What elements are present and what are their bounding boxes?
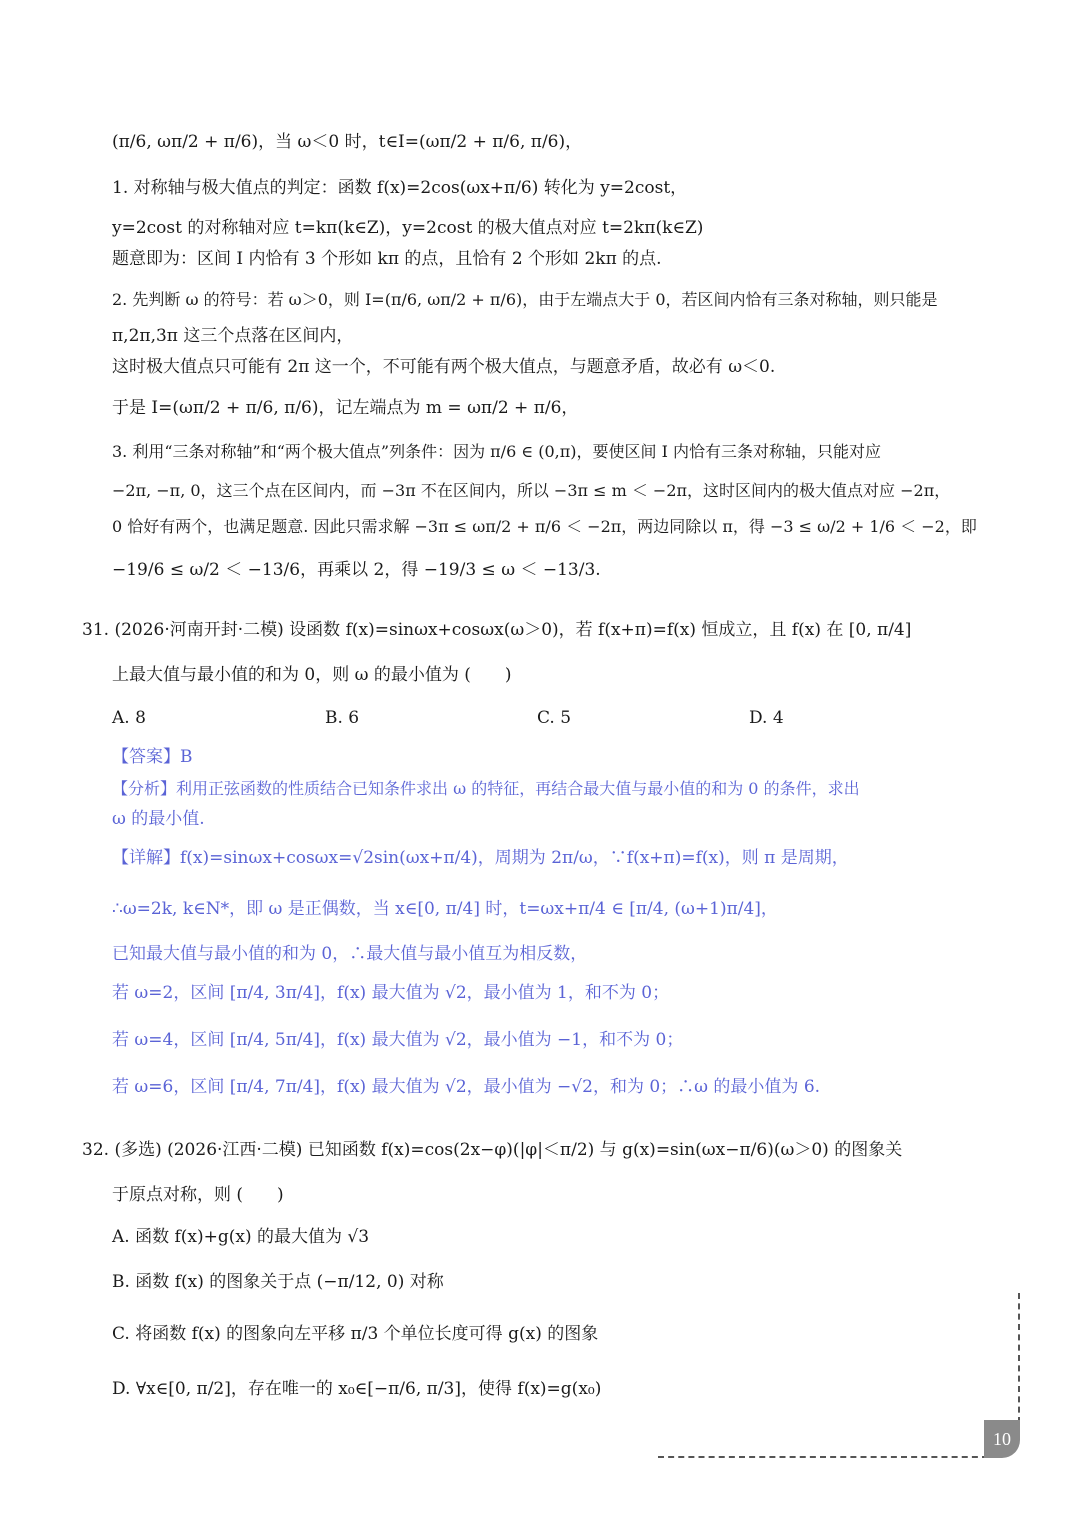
solution-line: (π/6, ωπ/2 + π/6)，当 ω＜0 时，t∈I=(ωπ/2 + π/6, π/6)，: [112, 132, 583, 152]
solution-line: y=2cost 的对称轴对应 t=kπ(k∈Z)，y=2cost 的极大值点对应 t=2kπ(k∈Z): [112, 218, 704, 238]
detail-line: 已知最大值与最小值的和为 0，∴最大值与最小值互为相反数，: [112, 944, 588, 964]
question-31-stem-cont: 上最大值与最小值的和为 0，则 ω 的最小值为 ( ): [112, 665, 512, 685]
detail-line: 【详解】f(x)=sinωx+cosωx=√2sin(ωx+π/4)，周期为 2π/ω，∵f(x+π)=f(x)，则 π 是周期，: [112, 848, 849, 868]
detail-line: ∴ω=2k, k∈N*，即 ω 是正偶数，当 x∈[0, π/4] 时，t=ωx+π/4 ∈ [π/4, (ω+1)π/4]，: [112, 899, 778, 919]
option-d: D. ∀x∈[0, π/2]，存在唯一的 x₀∈[−π/6, π/3]，使得 f(x)=g(x₀): [112, 1379, 602, 1399]
page-number: 10: [984, 1420, 1020, 1458]
solution-line: 1. 对称轴与极大值点的判定：函数 f(x)=2cos(ωx+π/6) 转化为 y=2cost，: [112, 178, 688, 198]
page-border-dashed-horizontal: [658, 1456, 988, 1458]
question-32-stem-cont: 于原点对称，则 ( ): [112, 1185, 284, 1205]
solution-line: −2π, −π, 0，这三个点在区间内，而 −3π 不在区间内，所以 −3π ≤ m ＜ −2π，这时区间内的极大值点对应 −2π，: [112, 481, 951, 500]
solution-line: 题意即为：区间 I 内恰有 3 个形如 kπ 的点，且恰有 2 个形如 2kπ 的点.: [112, 249, 662, 269]
solution-line: 3. 利用“三条对称轴”和“两个极大值点”列条件：因为 π/6 ∈ (0,π)，要使区间 I 内恰有三条对称轴，只能对应: [112, 442, 882, 461]
option-d: D. 4: [749, 708, 784, 728]
page-border-dashed-vertical: [1018, 1293, 1020, 1423]
analysis-text: 【分析】利用正弦函数的性质结合已知条件求出 ω 的特征，再结合最大值与最小值的和为 0 的条件，求出: [112, 779, 860, 798]
solution-line: 2. 先判断 ω 的符号：若 ω＞0，则 I=(π/6, ωπ/2 + π/6)，由于左端点大于 0，若区间内恰有三条对称轴，则只能是: [112, 290, 938, 309]
analysis-text: ω 的最小值.: [112, 809, 205, 829]
solution-line: 这时极大值点只可能有 2π 这一个，不可能有两个极大值点，与题意矛盾，故必有 ω＜0.: [112, 357, 776, 377]
solution-line: −19/6 ≤ ω/2 ＜ −13/6，再乘以 2，得 −19/3 ≤ ω ＜ −13/3.: [112, 560, 601, 580]
option-c: C. 5: [537, 708, 572, 728]
solution-line: 于是 I=(ωπ/2 + π/6, π/6)，记左端点为 m = ωπ/2 + π/6，: [112, 398, 579, 418]
option-c: C. 将函数 f(x) 的图象向左平移 π/3 个单位长度可得 g(x) 的图象: [112, 1324, 599, 1344]
option-b: B. 函数 f(x) 的图象关于点 (−π/12, 0) 对称: [112, 1272, 444, 1292]
solution-line: π,2π,3π 这三个点落在区间内，: [112, 326, 354, 346]
question-32-stem: 32. (多选) (2026·江西·二模) 已知函数 f(x)=cos(2x−φ)(|φ|＜π/2) 与 g(x)=sin(ωx−π/6)(ω＞0) 的图象关: [82, 1140, 903, 1160]
detail-line: 若 ω=2，区间 [π/4, 3π/4]，f(x) 最大值为 √2，最小值为 1，和不为 0；: [112, 983, 670, 1003]
answer-label: 【答案】B: [112, 747, 193, 767]
detail-line: 若 ω=4，区间 [π/4, 5π/4]，f(x) 最大值为 √2，最小值为 −1，和不为 0；: [112, 1030, 684, 1050]
option-b: B. 6: [325, 708, 360, 728]
solution-line: 0 恰好有两个，也满足题意. 因此只需求解 −3π ≤ ωπ/2 + π/6 ＜ −2π，两边同除以 π，得 −3 ≤ ω/2 + 1/6 ＜ −2，即: [112, 517, 977, 536]
detail-line: 若 ω=6，区间 [π/4, 7π/4]，f(x) 最大值为 √2，最小值为 −√2，和为 0；∴ω 的最小值为 6.: [112, 1077, 821, 1097]
option-a: A. 8: [112, 708, 146, 728]
option-a: A. 函数 f(x)+g(x) 的最大值为 √3: [112, 1227, 370, 1247]
question-31-stem: 31. (2026·河南开封·二模) 设函数 f(x)=sinωx+cosωx(ω＞0)，若 f(x+π)=f(x) 恒成立，且 f(x) 在 [0, π/4]: [82, 620, 912, 640]
